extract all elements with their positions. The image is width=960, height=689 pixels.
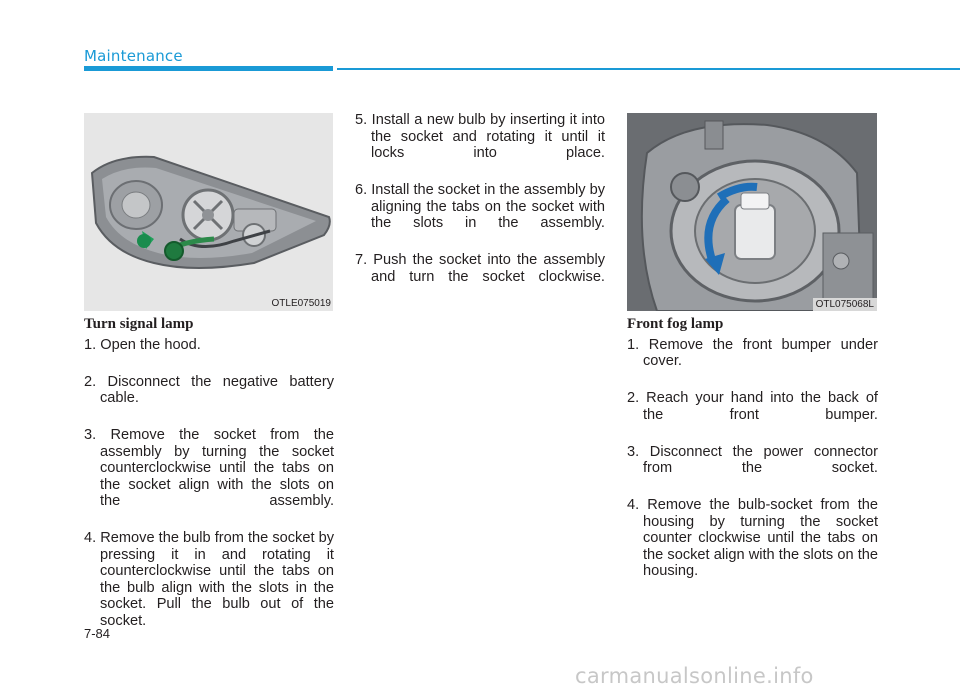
step-item: 1. Open the hood.	[84, 336, 201, 353]
step-item: 2. Disconnect the negative battery cable.	[84, 373, 334, 406]
step-item: 1. Remove the front bumper under cover.	[627, 336, 878, 369]
fog-lamp-socket-illustration	[627, 113, 877, 311]
watermark: carmanualsonline.info	[575, 664, 814, 688]
headlamp-assembly-drawing	[84, 113, 333, 311]
step-item: 3. Disconnect the power connector from the socket.	[627, 443, 878, 476]
page-number: 7-84	[84, 626, 111, 641]
fog-lamp-heading: Front fog lamp	[627, 316, 724, 332]
step-item: 5. Install a new bulb by inserting it into the socket and rotating it until it locks into place.	[355, 112, 605, 161]
step-item: 4. Remove the bulb from the socket by pressing it in and rotating it counterclockwise until the tabs on the bulb align with the slots in the socket. Pull the bulb out of the socket.	[84, 530, 334, 629]
header-rule-thick	[84, 66, 333, 71]
step-item: 6. Install the socket in the assembly by aligning the tabs on the socket with the slots in the assembly.	[355, 182, 605, 231]
fog-lamp-socket-drawing	[627, 113, 877, 311]
figure-code: OTL075068L	[813, 298, 877, 311]
step-item: 3. Remove the socket from the assembly by turning the socket counterclockwise until the tabs on the socket align with the slots on the assembly.	[84, 427, 334, 509]
header-rule-thin	[337, 68, 960, 70]
turn-signal-heading: Turn signal lamp	[84, 316, 194, 332]
turn-signal-column	[84, 316, 334, 650]
figure-code: OTLE075019	[271, 298, 331, 309]
turn-signal-column-continued	[355, 112, 605, 306]
step-item: 4. Remove the bulb-socket from the housing by turning the socket counter clockwise until the tabs on the socket align with the slots on the housing.	[627, 497, 878, 579]
section-title: Maintenance	[84, 47, 183, 65]
step-item: 7. Push the socket into the assembly and turn the socket clockwise.	[355, 252, 605, 285]
headlamp-assembly-illustration	[84, 113, 333, 311]
step-item: 2. Reach your hand into the back of the front bumper.	[627, 390, 878, 423]
fog-lamp-column	[627, 316, 878, 600]
